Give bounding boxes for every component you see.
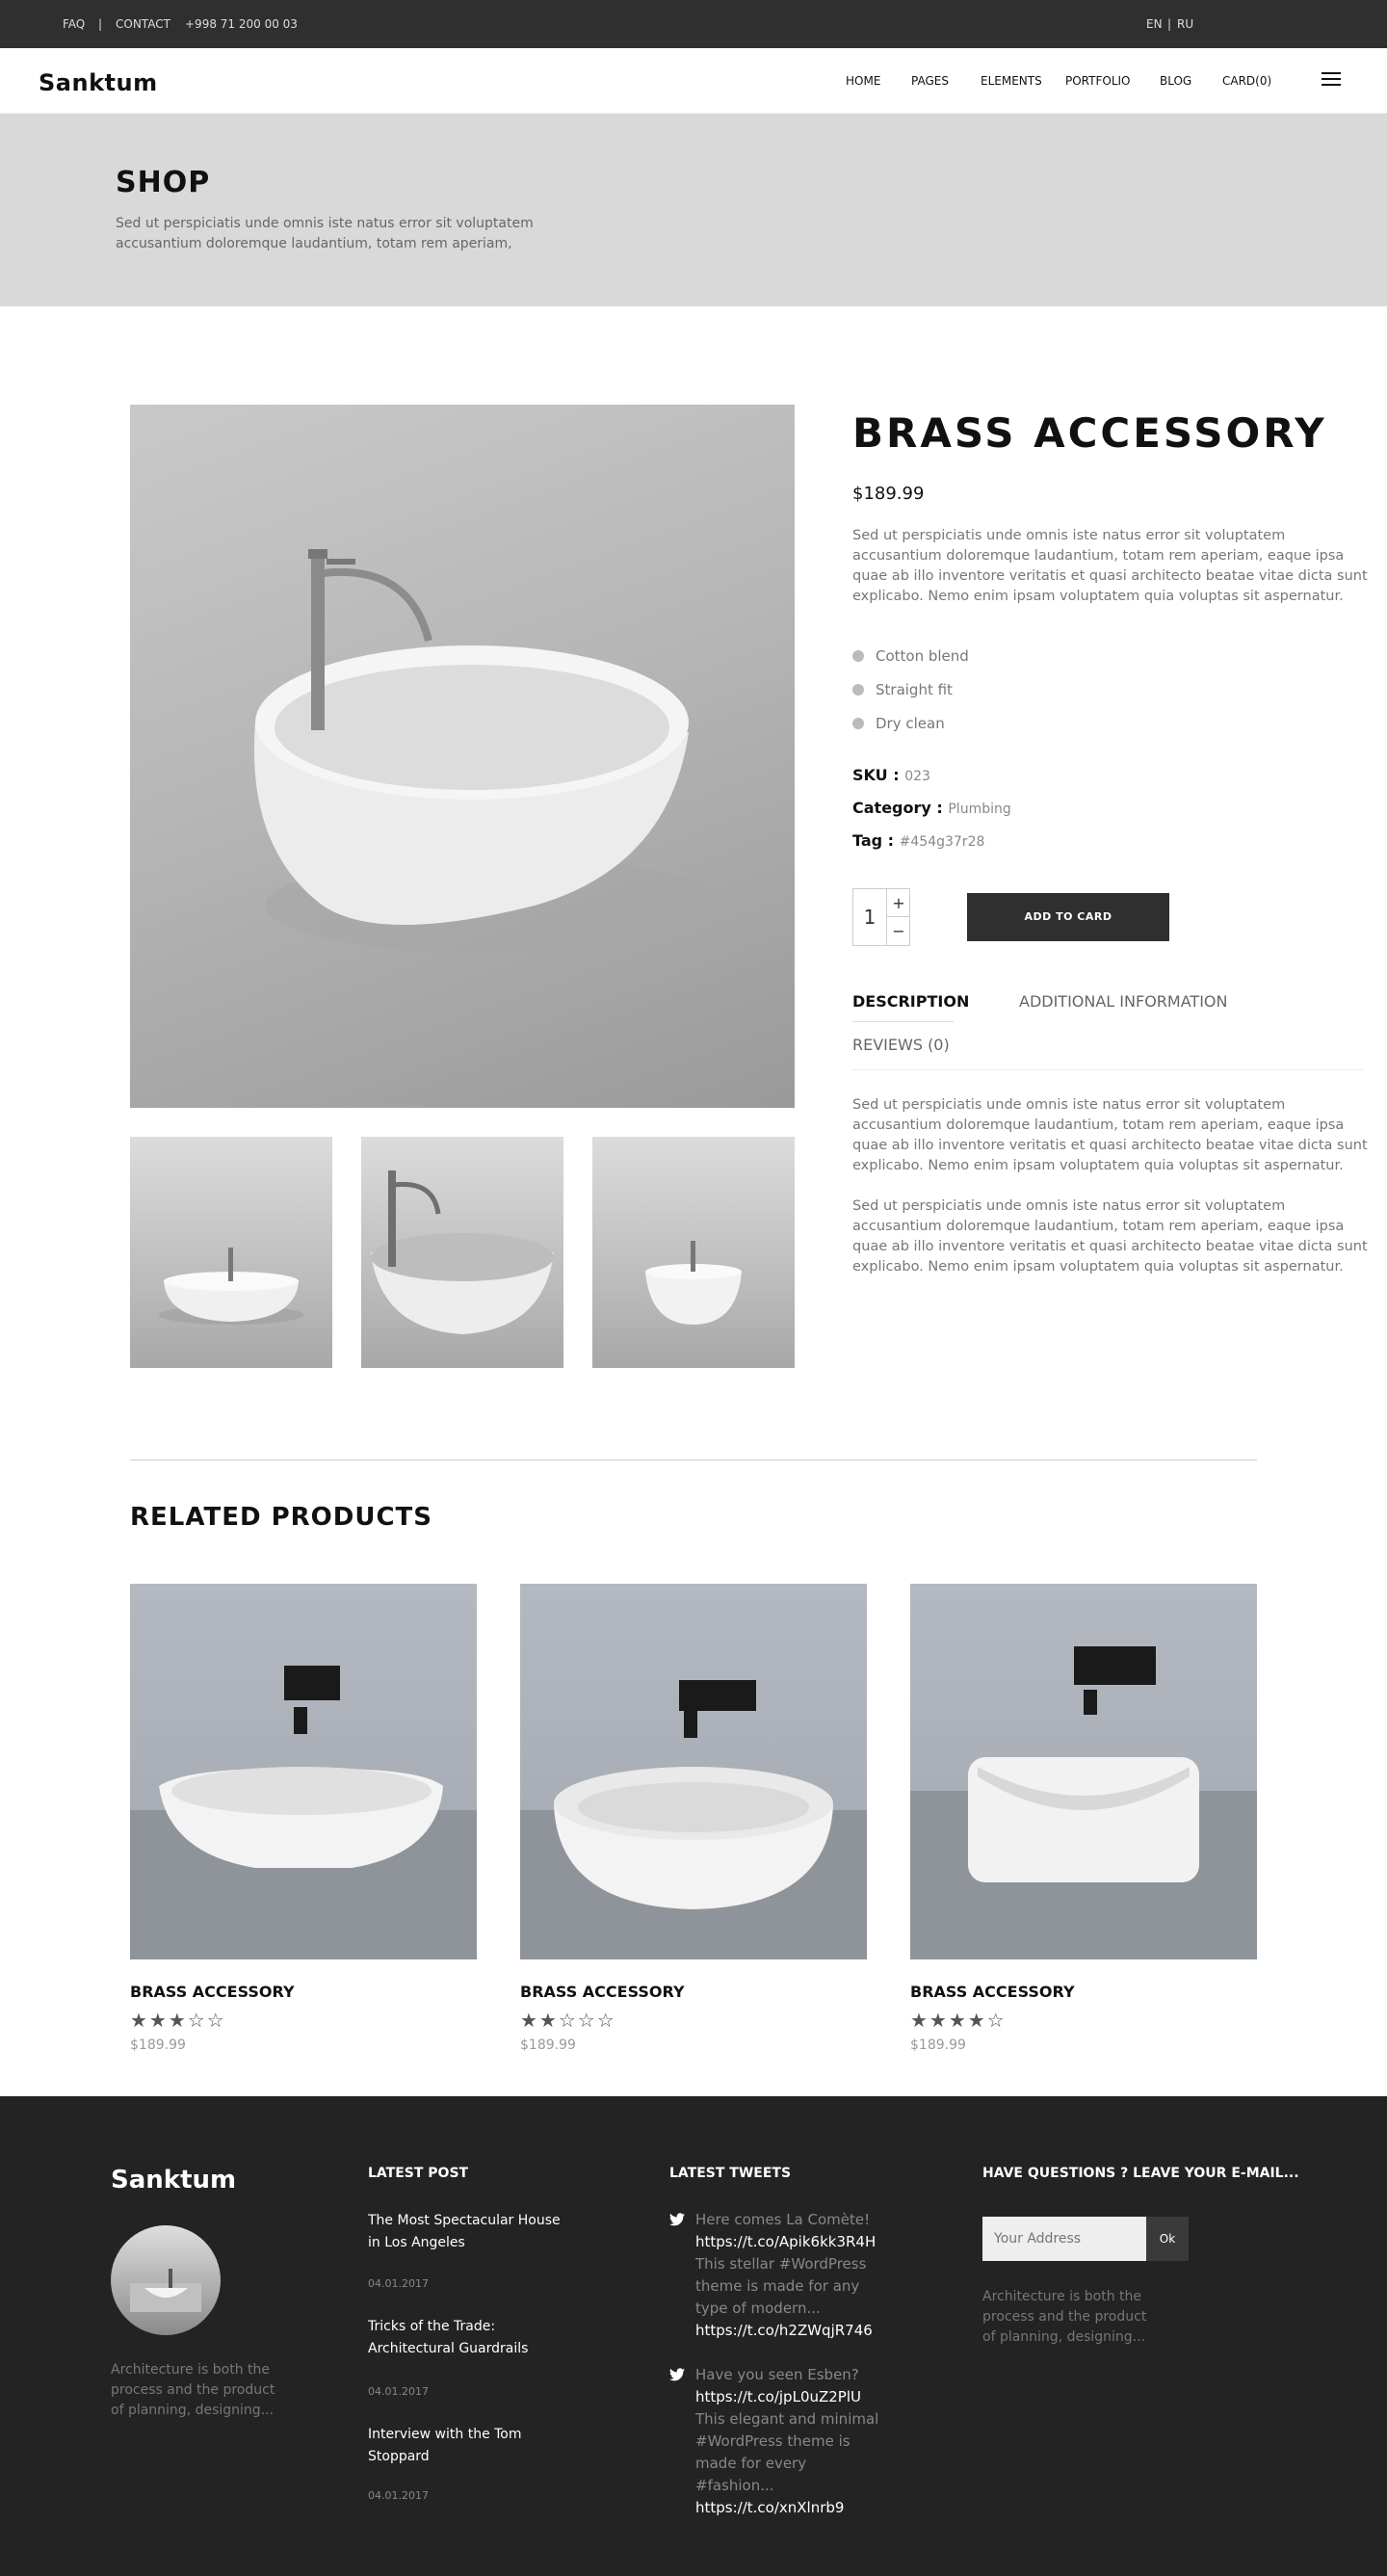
rating-stars: ★★★★☆	[910, 2009, 1007, 2032]
sku-row: SKU : 023	[852, 766, 930, 784]
related-product-price: $189.99	[130, 2037, 186, 2053]
twitter-icon	[669, 2213, 685, 2226]
sku-value: 023	[904, 769, 930, 784]
nav-item-cart[interactable]: CARD(0)	[1222, 74, 1272, 88]
subscribe-ok-button[interactable]: Ok	[1146, 2217, 1189, 2261]
related-product-card[interactable]	[910, 1584, 1257, 2053]
product-thumbnail-3[interactable]	[592, 1137, 795, 1368]
feature-item: Straight fit	[852, 681, 953, 698]
footer	[0, 2096, 1387, 2576]
related-product-price: $189.99	[910, 2037, 966, 2053]
quantity-input[interactable]: 1	[863, 906, 877, 929]
footer-about: Architecture is both the process and the product of planning, designing...	[111, 2362, 275, 2418]
product-price: $189.99	[852, 484, 925, 504]
twitter-icon	[669, 2368, 685, 2381]
tab-additional-information[interactable]: ADDITIONAL INFORMATION	[1019, 992, 1228, 1011]
quantity-stepper	[852, 888, 910, 946]
feature-item: Cotton blend	[852, 647, 969, 665]
topbar-divider: |	[98, 17, 103, 31]
footer-post-link[interactable]: Tricks of the Trade: Architectural Guardrails	[368, 2319, 529, 2356]
related-products-title: RELATED PRODUCTS	[130, 1503, 432, 1532]
nav-item-portfolio[interactable]: PORTFOLIO	[1065, 74, 1131, 88]
nav-item-pages[interactable]: PAGES	[911, 74, 949, 88]
tabs-underline	[852, 1069, 1363, 1070]
related-product-card[interactable]	[520, 1584, 867, 2053]
footer-post-date: 04.01.2017	[368, 2385, 429, 2398]
footer-image	[111, 2225, 221, 2335]
email-input[interactable]	[982, 2217, 1146, 2261]
add-to-cart-button[interactable]: ADD TO CARD	[967, 893, 1169, 941]
related-product-name[interactable]: BRASS ACCESSORY	[910, 1983, 1075, 2001]
phone-number: +998 71 200 00 03	[185, 17, 298, 31]
logo[interactable]: Sanktum	[39, 69, 158, 96]
top-bar	[0, 0, 1387, 48]
related-product-image[interactable]	[520, 1584, 867, 1959]
tab-content-paragraph: Sed ut perspiciatis unde omnis iste natus error sit voluptatem accusantium doloremque laudantium, totam rem aperiam, eaque ipsa quae ab illo inventore veritatis et quasi architecto beatae vitae dicta sunt explicabo. Nemo enim ipsam voluptatem quia voluptas sit aspernatur.	[852, 1198, 1368, 1275]
tab-content-paragraph: Sed ut perspiciatis unde omnis iste natus error sit voluptatem accusantium doloremque laudantium, totam rem aperiam, eaque ipsa quae ab illo inventore veritatis et quasi architecto beatae vitae dicta sunt explicabo. Nemo enim ipsam voluptatem quia voluptas sit aspernatur.	[852, 1097, 1368, 1173]
contact-link[interactable]: CONTACT	[116, 17, 170, 31]
product-main-image[interactable]	[130, 405, 795, 1108]
tweet-link[interactable]: https://t.co/xnXlnrb9	[695, 2499, 845, 2516]
product-title: BRASS ACCESSORY	[852, 409, 1327, 457]
tweet-link[interactable]: https://t.co/Apik6kk3R4H	[695, 2233, 877, 2250]
lang-divider: |	[1167, 17, 1172, 31]
nav-item-blog[interactable]: BLOG	[1160, 74, 1192, 88]
footer-post-link[interactable]: The Most Spectacular House in Los Angeles	[368, 2213, 561, 2250]
quantity-plus-button[interactable]: +	[886, 889, 910, 917]
nav-item-elements[interactable]: ELEMENTS	[981, 74, 1042, 88]
rating-stars: ★★★☆☆	[130, 2009, 226, 2032]
page-title: SHOP	[116, 166, 211, 199]
feature-item: Dry clean	[852, 715, 945, 732]
bullet-icon	[852, 718, 864, 729]
page-subtitle: Sed ut perspiciatis unde omnis iste natus error sit voluptatem accusantium doloremque laudantium, totam rem aperiam,	[116, 216, 534, 251]
footer-post-date: 04.01.2017	[368, 2277, 429, 2290]
bullet-icon	[852, 684, 864, 696]
page-header	[0, 114, 1387, 306]
latest-post-heading: LATEST POST	[368, 2166, 469, 2181]
section-divider	[130, 1459, 1257, 1460]
tweet: Here comes La Comète! https://t.co/Apik6kk3R4H This stellar #WordPress theme is made for any type of modern... https://t.co/h2ZWqjR746	[695, 2209, 888, 2342]
related-product-name[interactable]: BRASS ACCESSORY	[520, 1983, 685, 2001]
tag-link[interactable]: #454g37r28	[899, 834, 985, 850]
product-description: Sed ut perspiciatis unde omnis iste natus error sit voluptatem accusantium doloremque laudantium, totam rem aperiam, eaque ipsa quae ab illo inventore veritatis et quasi architecto beatae vitae dicta sunt explicabo. Nemo enim ipsam voluptatem quia voluptas sit aspernatur.	[852, 528, 1368, 604]
tab-divider	[852, 1021, 954, 1022]
category-link[interactable]: Plumbing	[948, 802, 1011, 817]
tweet-link[interactable]: https://t.co/h2ZWqjR746	[695, 2322, 873, 2339]
main-nav	[0, 48, 1387, 114]
related-product-card[interactable]	[130, 1584, 477, 2053]
related-product-image[interactable]	[910, 1584, 1257, 1959]
latest-tweets-heading: LATEST TWEETS	[669, 2166, 792, 2181]
related-product-name[interactable]: BRASS ACCESSORY	[130, 1983, 295, 2001]
tab-reviews[interactable]: REVIEWS (0)	[852, 1036, 950, 1054]
tab-description[interactable]: DESCRIPTION	[852, 992, 970, 1011]
related-product-image[interactable]	[130, 1584, 477, 1959]
related-product-price: $189.99	[520, 2037, 576, 2053]
product-thumbnail-1[interactable]	[130, 1137, 332, 1368]
faq-link[interactable]: FAQ	[63, 17, 86, 31]
rating-stars: ★★☆☆☆	[520, 2009, 616, 2032]
tweet: Have you seen Esben? https://t.co/jpL0uZ2PlU This elegant and minimal #WordPress theme is made for every #fashion... https://t.co/xnXlnrb9	[695, 2364, 888, 2519]
category-row: Category : Plumbing	[852, 799, 1011, 817]
footer-post-link[interactable]: Interview with the Tom Stoppard	[368, 2427, 522, 2464]
hamburger-menu-icon[interactable]	[1322, 72, 1341, 88]
tag-row: Tag : #454g37r28	[852, 831, 985, 850]
product-thumbnail-2[interactable]	[361, 1137, 563, 1368]
footer-logo[interactable]: Sanktum	[111, 2166, 237, 2195]
lang-ru[interactable]: RU	[1177, 17, 1194, 31]
lang-en[interactable]: EN	[1146, 17, 1163, 31]
footer-post-date: 04.01.2017	[368, 2489, 429, 2502]
quantity-minus-button[interactable]: −	[886, 917, 910, 945]
bullet-icon	[852, 650, 864, 662]
nav-item-home[interactable]: HOME	[846, 74, 881, 88]
tweet-link[interactable]: https://t.co/jpL0uZ2PlU	[695, 2388, 862, 2405]
newsletter-text: Architecture is both the process and the product of planning, designing...	[982, 2289, 1147, 2345]
newsletter-heading: HAVE QUESTIONS ? LEAVE YOUR E-MAIL...	[982, 2166, 1299, 2181]
